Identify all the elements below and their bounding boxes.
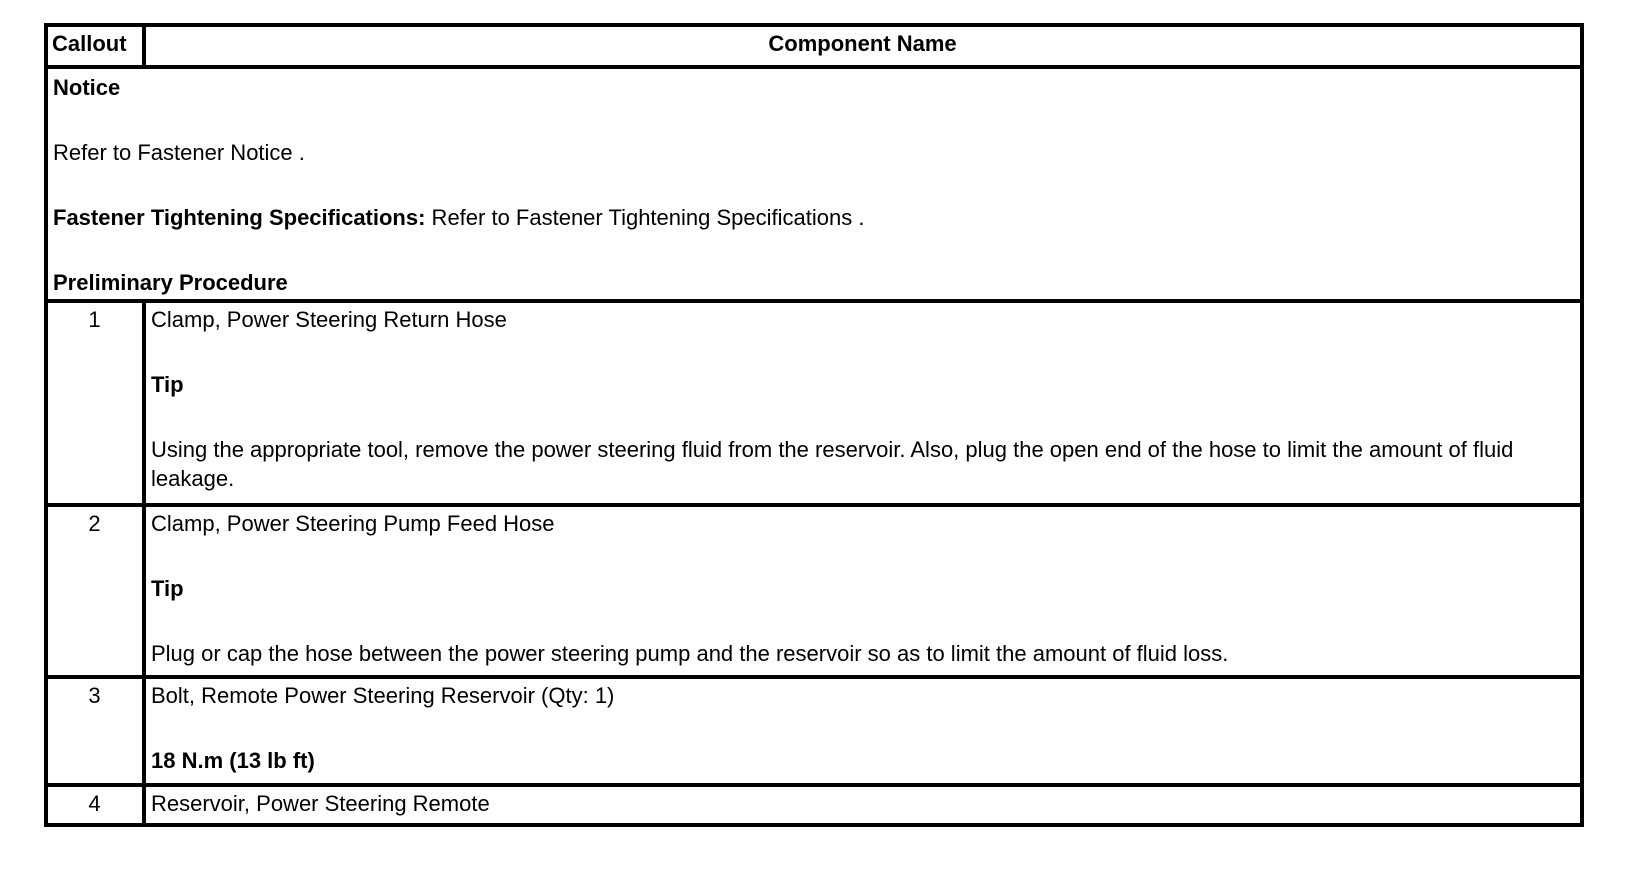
torque-spec: 18 N.m (13 lb ft): [151, 748, 315, 773]
fastener-spec-label: Fastener Tightening Specifications:: [53, 205, 426, 230]
table-row: [46, 677, 1582, 785]
component-cell: [144, 785, 1582, 825]
table-header-row: [46, 25, 1582, 67]
preliminary-procedure: Preliminary Procedure: [53, 270, 288, 295]
component-cell: [144, 301, 1582, 505]
header-callout: Callout: [46, 25, 144, 67]
component-cell: [144, 677, 1582, 785]
component-name: Bolt, Remote Power Steering Reservoir (Qty: 1): [151, 683, 615, 708]
notice-cell: [46, 67, 1582, 301]
tip-text: Plug or cap the hose between the power steering pump and the reservoir so as to limit the amount of fluid loss.: [151, 641, 1229, 666]
callout-number: 1: [46, 301, 144, 505]
table-row: [46, 301, 1582, 505]
header-component-name: Component Name: [144, 25, 1582, 67]
callout-number: 4: [46, 785, 144, 825]
table-row: [46, 785, 1582, 825]
fastener-spec-line: [53, 203, 1574, 232]
notice-row: [46, 67, 1582, 301]
table-row: [46, 505, 1582, 677]
component-name: Clamp, Power Steering Return Hose: [151, 307, 507, 332]
tip-text: Using the appropriate tool, remove the power steering fluid from the reservoir. Also, plug the open end of the hose to limit the amount of fluid leakage.: [151, 437, 1514, 491]
callout-number: 2: [46, 505, 144, 677]
component-name: Clamp, Power Steering Pump Feed Hose: [151, 511, 555, 536]
tip-label: Tip: [151, 372, 184, 397]
tip-label: Tip: [151, 576, 184, 601]
component-table: [44, 23, 1584, 827]
notice-title: Notice: [53, 75, 121, 100]
notice-refer-text: Refer to Fastener Notice .: [53, 140, 305, 165]
callout-number: 3: [46, 677, 144, 785]
component-name: Reservoir, Power Steering Remote: [151, 791, 490, 816]
fastener-spec-text: Refer to Fastener Tightening Specifications .: [425, 205, 865, 230]
component-cell: [144, 505, 1582, 677]
